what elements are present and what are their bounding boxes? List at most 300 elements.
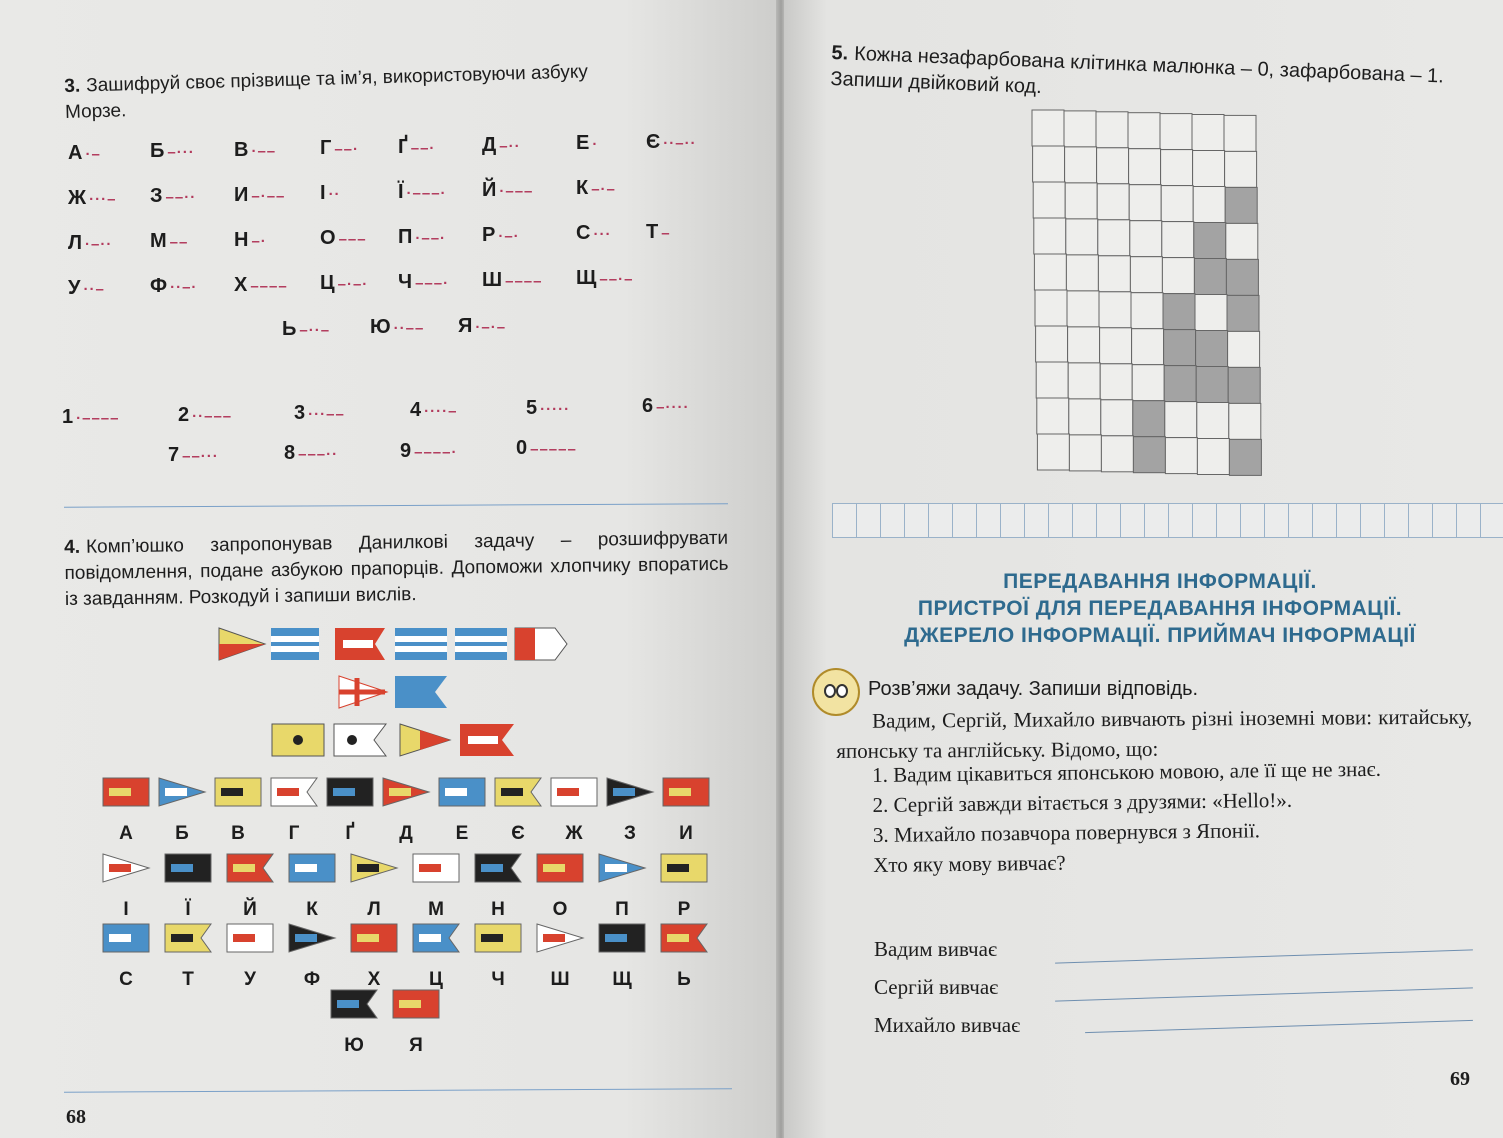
grid-cell-empty	[1128, 113, 1160, 149]
flag-letter-label: Д	[399, 823, 413, 844]
morse-code: –	[661, 224, 671, 242]
grid-cell-empty	[1225, 151, 1257, 187]
morse-digit	[410, 399, 457, 422]
divider	[64, 503, 728, 507]
grid-cell-empty	[1065, 147, 1097, 183]
flag-letter-label: Ц	[429, 969, 443, 990]
morse-digit	[400, 440, 458, 463]
heading-line-1: ПЕРЕДАВАННЯ ІНФОРМАЦІЇ.	[1003, 570, 1317, 593]
grid-cell-empty	[1036, 326, 1068, 362]
morse-letter	[150, 275, 197, 298]
morse-code: ·––––	[76, 410, 120, 427]
morse-letter-char: Щ	[576, 267, 597, 290]
morse-code: ––·	[334, 141, 360, 159]
flag-alphabet-cell	[100, 852, 152, 921]
flag-mark	[543, 864, 565, 872]
flag-alphabet-cell	[596, 852, 648, 921]
flag-alphabet-cell	[224, 852, 276, 921]
signal-flag-icon	[437, 776, 487, 808]
grid-cell-empty	[1192, 115, 1224, 151]
task3-instruction: Зашифруй своє прізвище та ім’я, використовуючи азбуку	[85, 61, 589, 97]
morse-letter-char: Р	[482, 224, 496, 246]
grid-cell-empty	[1068, 327, 1100, 363]
morse-code: ·––·	[415, 229, 447, 247]
morse-code: ––––·	[414, 443, 458, 461]
signal-flag-icon	[605, 776, 655, 808]
morse-letter	[482, 269, 542, 292]
flag-mark	[295, 864, 317, 872]
grid-cell-empty	[1130, 257, 1162, 293]
binary-answer-cell[interactable]	[904, 503, 929, 538]
morse-code: ––	[169, 234, 189, 252]
grid-cell-empty	[1129, 185, 1161, 221]
grid-cell-empty	[1032, 110, 1064, 146]
binary-answer-cell[interactable]	[1120, 503, 1145, 538]
grid-cell-filled	[1194, 259, 1226, 295]
morse-letter-char: Г	[320, 137, 332, 160]
flag-alphabet-cell	[324, 776, 376, 845]
flag-mark	[357, 864, 379, 872]
binary-answer-cell[interactable]	[976, 503, 1001, 538]
signal-flag-icon	[101, 776, 151, 808]
morse-letter	[646, 221, 671, 244]
morse-code: ··	[328, 186, 341, 204]
flag-letter-label: З	[624, 823, 636, 844]
signal-flag-icon	[329, 988, 379, 1020]
morse-digit	[516, 437, 577, 460]
signal-flag-icon	[659, 922, 709, 954]
signal-flag-icon	[269, 776, 319, 808]
binary-answer-cell[interactable]	[856, 503, 881, 538]
binary-answer-cell[interactable]	[880, 503, 905, 538]
binary-answer-cell[interactable]	[1432, 503, 1457, 538]
fact-2: 2. Сергій завжди вітається з друзями: «Hello!».	[872, 787, 1293, 817]
flag-letter-label: Ї	[185, 899, 191, 920]
morse-code: ·–––	[499, 183, 534, 200]
grid-cell-empty	[1129, 149, 1161, 185]
signal-flag-icon	[473, 852, 523, 884]
flag-mark	[399, 1000, 421, 1008]
flag-mark	[445, 788, 467, 796]
morse-code: –····	[656, 399, 690, 416]
digits-row	[62, 395, 722, 436]
flag-message-row-1	[219, 628, 567, 660]
section-heading	[840, 568, 1480, 649]
binary-answer-cell[interactable]	[952, 503, 977, 538]
flag-message	[215, 624, 585, 764]
grid-cell-empty	[1033, 146, 1065, 182]
morse-letter	[150, 185, 196, 208]
flag-letter-label: І	[123, 899, 129, 920]
flag-alphabet-cell	[604, 776, 656, 845]
morse-letter-char: Ф	[150, 275, 168, 298]
binary-answer-cell[interactable]	[1456, 503, 1481, 538]
binary-answer-cell[interactable]	[1096, 503, 1121, 538]
grid-cell-empty	[1035, 290, 1067, 326]
morse-letter	[576, 132, 598, 155]
morse-digit	[168, 444, 219, 467]
grid-cell-empty	[1224, 115, 1256, 151]
flag-letter-label: Ф	[303, 969, 321, 990]
binary-answer-cell[interactable]	[1312, 503, 1337, 538]
flag-alphabet-cell	[534, 852, 586, 921]
task3-instruction-2: Морзе.	[64, 100, 127, 123]
signal-flag-icon	[381, 776, 431, 808]
morse-letter	[68, 277, 105, 300]
flag-mark	[233, 864, 255, 872]
morse-code: –·–	[591, 181, 616, 199]
flag-letter-label: В	[231, 823, 245, 844]
flag-letter-label: И	[679, 823, 693, 844]
grid-cell-empty	[1101, 400, 1133, 436]
morse-letter	[234, 184, 285, 207]
grid-cell-empty	[1064, 111, 1096, 147]
flag-alphabet-cell	[224, 922, 276, 991]
morse-code: –··	[499, 138, 521, 155]
morse-row	[68, 177, 728, 217]
morse-letter	[150, 230, 188, 253]
morse-letter-char: Ь	[282, 318, 297, 340]
flag-letter-label: Щ	[612, 969, 632, 990]
morse-letter	[398, 181, 447, 204]
morse-code: ···––	[308, 405, 345, 423]
flag-alphabet-cell	[348, 922, 400, 991]
morse-letter-char: З	[150, 185, 163, 208]
morse-letter-char: К	[576, 177, 589, 200]
binary-answer-cell[interactable]	[1336, 503, 1361, 538]
grid-cell-empty	[1197, 403, 1229, 439]
flag-alphabet-cell	[212, 776, 264, 845]
grid-cell-filled	[1164, 366, 1196, 402]
binary-answer-cell[interactable]	[1264, 503, 1289, 538]
morse-code: ··–––	[192, 407, 233, 425]
morse-letter	[576, 222, 611, 245]
morse-code: ––···	[182, 448, 219, 465]
flag-letter-label: Т	[182, 969, 194, 990]
flag-letter-label: П	[615, 899, 629, 920]
flag-letter-label: Л	[367, 899, 381, 920]
binary-answer-cell[interactable]	[1024, 503, 1049, 538]
binary-answer-cell[interactable]	[1480, 503, 1503, 538]
morse-digit-char: 7	[168, 444, 180, 466]
task-prompt: Розв’яжи задачу. Запиши відповідь.	[868, 678, 1199, 700]
morse-letter-char: Ґ	[398, 135, 408, 158]
flag-letter-label: О	[552, 899, 568, 920]
flag-letter-label: Ж	[565, 823, 583, 844]
flag-letter-label: Й	[243, 899, 257, 920]
morse-code: ·–	[85, 146, 101, 163]
flag-letter-label: Ґ	[345, 823, 355, 844]
signal-flag-icon	[101, 922, 151, 954]
grid-cell-empty	[1034, 254, 1066, 290]
binary-answer-cells[interactable]	[832, 503, 1503, 538]
grid-cell-empty	[1037, 434, 1069, 470]
signal-flag-icon	[225, 852, 275, 884]
flag-alphabet-cell	[658, 852, 710, 921]
morse-digit-char: 0	[516, 437, 528, 460]
flag-letter-label: Ч	[491, 969, 505, 990]
binary-answer-cell[interactable]	[1360, 503, 1385, 538]
grid-cell-empty	[1162, 258, 1194, 294]
flag-alphabet-cell	[162, 852, 214, 921]
grid-cell-filled	[1194, 223, 1226, 259]
morse-letter	[482, 134, 521, 157]
morse-code: ––––	[250, 277, 288, 295]
signal-flag-icon	[473, 922, 523, 954]
morse-code: ··–·	[170, 279, 198, 297]
grid-cell-empty	[1098, 220, 1130, 256]
morse-letter-char: Л	[68, 232, 83, 254]
task5-text	[830, 40, 1462, 116]
grid-cell-empty	[1165, 438, 1197, 474]
morse-digit-char: 3	[294, 401, 306, 424]
morse-letter-char: Ш	[482, 269, 503, 291]
flag-alphabet-cell	[596, 922, 648, 991]
flag-mark	[277, 788, 299, 796]
binary-answer-cell[interactable]	[1216, 503, 1241, 538]
page-number-right: 69	[1450, 1068, 1470, 1090]
signal-flag-icon	[597, 852, 647, 884]
morse-code: ·––	[251, 142, 277, 160]
binary-answer-cell[interactable]	[1192, 503, 1217, 538]
signal-flag-icon	[597, 922, 647, 954]
flag-letter-label: Ш	[550, 969, 570, 990]
grid-cell-empty	[1160, 114, 1192, 150]
morse-code: ··–··	[663, 134, 697, 152]
morse-code: ····–	[424, 403, 458, 421]
morse-digit	[62, 406, 120, 429]
grid-cell-empty	[1069, 435, 1101, 471]
binary-answer-cell[interactable]	[1408, 503, 1433, 538]
problem-intro: Вадим, Сергій, Михайло вивчають різні іноземні мови: китайську, японську та англійську. Відомо, що:	[836, 704, 1473, 763]
footer-line	[64, 1088, 732, 1092]
flag-alphabet-cell	[410, 922, 462, 991]
grid-cell-empty	[1193, 151, 1225, 187]
morse-digit-char: 1	[62, 406, 74, 428]
morse-code: ·–··	[85, 236, 113, 253]
grid-cell-filled	[1226, 259, 1258, 295]
signal-flag-icon	[659, 852, 709, 884]
morse-digit-char: 2	[178, 403, 190, 426]
morse-row	[68, 220, 728, 262]
flag-mark	[543, 934, 565, 942]
morse-letter-char: М	[150, 230, 167, 253]
answer-label-1: Вадим вивчає	[874, 937, 997, 961]
grid-cell-empty	[1099, 292, 1131, 328]
flag-mark	[233, 934, 255, 942]
morse-letter	[68, 142, 101, 165]
morse-letter-char: І	[320, 182, 326, 205]
flag-letter-label: Б	[175, 823, 189, 844]
flag-mark	[171, 864, 193, 872]
morse-letter-char: Д	[482, 134, 497, 156]
grid-cell-empty	[1161, 186, 1193, 222]
morse-letter	[68, 187, 116, 210]
morse-letter	[68, 232, 112, 255]
morse-code: ···–	[89, 191, 117, 208]
flag-alphabet-cell	[348, 852, 400, 921]
grid-cell-empty	[1132, 365, 1164, 401]
flag-alphabet-cell	[436, 776, 488, 845]
signal-flag-icon	[157, 776, 207, 808]
morse-letter-char: Ч	[398, 270, 413, 293]
morse-letter-char: Б	[150, 140, 165, 163]
grid-cell-empty	[1068, 363, 1100, 399]
morse-letter-char: О	[320, 227, 336, 250]
morse-digit-char: 9	[400, 439, 412, 462]
morse-digit-char: 8	[284, 441, 296, 464]
signal-flag-icon	[535, 852, 585, 884]
grid-cell-empty	[1066, 255, 1098, 291]
grid-cell-filled	[1227, 295, 1259, 331]
grid-cell-empty	[1197, 439, 1229, 475]
binary-answer-cell[interactable]	[832, 503, 857, 538]
flag-alphabet-cell	[328, 988, 380, 1057]
signal-flag-icon	[287, 922, 337, 954]
flag-mark	[481, 934, 503, 942]
morse-letter	[398, 271, 449, 294]
flag-mark	[333, 788, 355, 796]
morse-letter	[234, 139, 276, 162]
flag-mark	[171, 934, 193, 942]
morse-code: –––··	[298, 445, 339, 463]
task3-text	[64, 55, 735, 126]
flag-alphabet-cell	[472, 852, 524, 921]
flag-letter-label: Е	[455, 823, 469, 844]
morse-letter	[482, 179, 533, 202]
flag-alphabet-cell	[390, 988, 442, 1057]
task4-instruction: Комп’юшко запропонував Данилкові задачу – розшифрувати повідомлення, подане азбукою прапорців. Допоможи хлопчику впоратись із завданням. Розкодуй і запиши вислів.	[64, 527, 729, 610]
answer-label-3: Михайло вивчає	[874, 1013, 1021, 1037]
fact-3: 3. Михайло позавчора повернувся з Японії.	[872, 818, 1261, 847]
flag-alphabet-cell	[162, 922, 214, 991]
grid-cell-empty	[1195, 295, 1227, 331]
flag-mark	[109, 864, 131, 872]
grid-cell-filled	[1133, 437, 1165, 473]
flag-letter-label: Р	[677, 899, 691, 920]
task3-number: 3.	[64, 75, 81, 97]
signal-flag-icon	[213, 776, 263, 808]
flag-mark	[667, 864, 689, 872]
grid-cell-filled	[1133, 401, 1165, 437]
morse-code: –––	[338, 231, 367, 249]
flag-alphabet-cell	[268, 776, 320, 845]
signal-flag-icon	[411, 852, 461, 884]
grid-cell-empty	[1096, 112, 1128, 148]
morse-letter-char: У	[68, 277, 81, 299]
flag-letter-label: Г	[288, 823, 300, 844]
morse-code: –·	[251, 232, 267, 250]
flag-letter-label: Є	[511, 823, 525, 844]
morse-letter	[576, 267, 633, 290]
morse-letter	[398, 136, 435, 159]
flag-mark	[419, 864, 441, 872]
grid-cell-filled	[1225, 187, 1257, 223]
morse-letter-char: Е	[576, 132, 590, 155]
binary-answer-cell[interactable]	[1048, 503, 1073, 538]
grid-cell-empty	[1067, 291, 1099, 327]
morse-digit	[178, 404, 232, 427]
page-number-left: 68	[66, 1106, 86, 1128]
morse-code: –––·	[415, 274, 450, 292]
flag-alphabet-cell	[492, 776, 544, 845]
binary-answer-cell[interactable]	[1240, 503, 1265, 538]
binary-answer-cell[interactable]	[1072, 503, 1097, 538]
flag-mark	[669, 788, 691, 796]
binary-answer-cell[interactable]	[928, 503, 953, 538]
flag-mark	[221, 788, 243, 796]
binary-answer-cell[interactable]	[1384, 503, 1409, 538]
flag-mark	[605, 864, 627, 872]
grid-cell-filled	[1196, 331, 1228, 367]
morse-code: ·····	[540, 401, 571, 419]
task4-number: 4.	[64, 536, 81, 558]
flag-mark	[605, 934, 627, 942]
morse-letter-char: В	[234, 138, 249, 161]
flag-mark	[613, 788, 635, 796]
task4-text	[64, 526, 729, 613]
grid-cell-empty	[1162, 222, 1194, 258]
morse-letter	[282, 318, 330, 341]
grid-cell-empty	[1065, 183, 1097, 219]
morse-letter-char: Н	[234, 228, 249, 251]
task5-instruction: Кожна незафарбована клітинка малюнка – 0, зафарбована – 1. Запиши двійковий код.	[830, 42, 1445, 99]
flag-alphabet-cell	[410, 852, 462, 921]
flag-mark	[337, 1000, 359, 1008]
binary-answer-cell[interactable]	[1168, 503, 1193, 538]
morse-letter	[234, 229, 267, 252]
grid-cell-empty	[1193, 187, 1225, 223]
binary-answer-cell[interactable]	[1288, 503, 1313, 538]
morse-letter	[576, 177, 616, 200]
grid-cell-empty	[1165, 402, 1197, 438]
morse-letter-char: Ї	[398, 180, 404, 203]
flag-letter-label: А	[119, 823, 133, 844]
morse-code: –··–	[299, 322, 331, 339]
signal-flag-icon	[349, 922, 399, 954]
grid-cell-empty	[1098, 256, 1130, 292]
signal-flag-icon	[661, 776, 711, 808]
grid-cell-empty	[1033, 182, 1065, 218]
flag-mark	[557, 788, 579, 796]
morse-code: –·–·	[337, 276, 369, 294]
signal-flag-icon	[549, 776, 599, 808]
flag-letter-label: Ю	[344, 1035, 364, 1056]
binary-answer-cell[interactable]	[1144, 503, 1169, 538]
morse-letter	[320, 227, 367, 250]
flag-alphabet-cell	[100, 776, 152, 845]
binary-answer-cell[interactable]	[1000, 503, 1025, 538]
flag-alphabet-cell	[380, 776, 432, 845]
signal-flag-icon	[101, 852, 151, 884]
flag-alphabet-cell	[658, 922, 710, 991]
morse-digit-char: 5	[526, 397, 538, 420]
grid-cell-empty	[1228, 331, 1260, 367]
flag-letter-label: Я	[409, 1035, 423, 1056]
morse-letter	[458, 315, 506, 338]
morse-code: ···	[593, 226, 612, 244]
morse-letter-char: Ю	[370, 316, 391, 339]
flag-mark	[419, 934, 441, 942]
flag-letter-label: К	[306, 899, 318, 920]
binary-grid	[1030, 108, 1290, 478]
grid-cell-empty	[1097, 184, 1129, 220]
morse-letter-char: Є	[646, 130, 661, 153]
signal-flag-icon	[391, 988, 441, 1020]
grid-cell-empty	[1131, 293, 1163, 329]
morse-row	[68, 267, 728, 307]
morse-row	[68, 130, 728, 172]
